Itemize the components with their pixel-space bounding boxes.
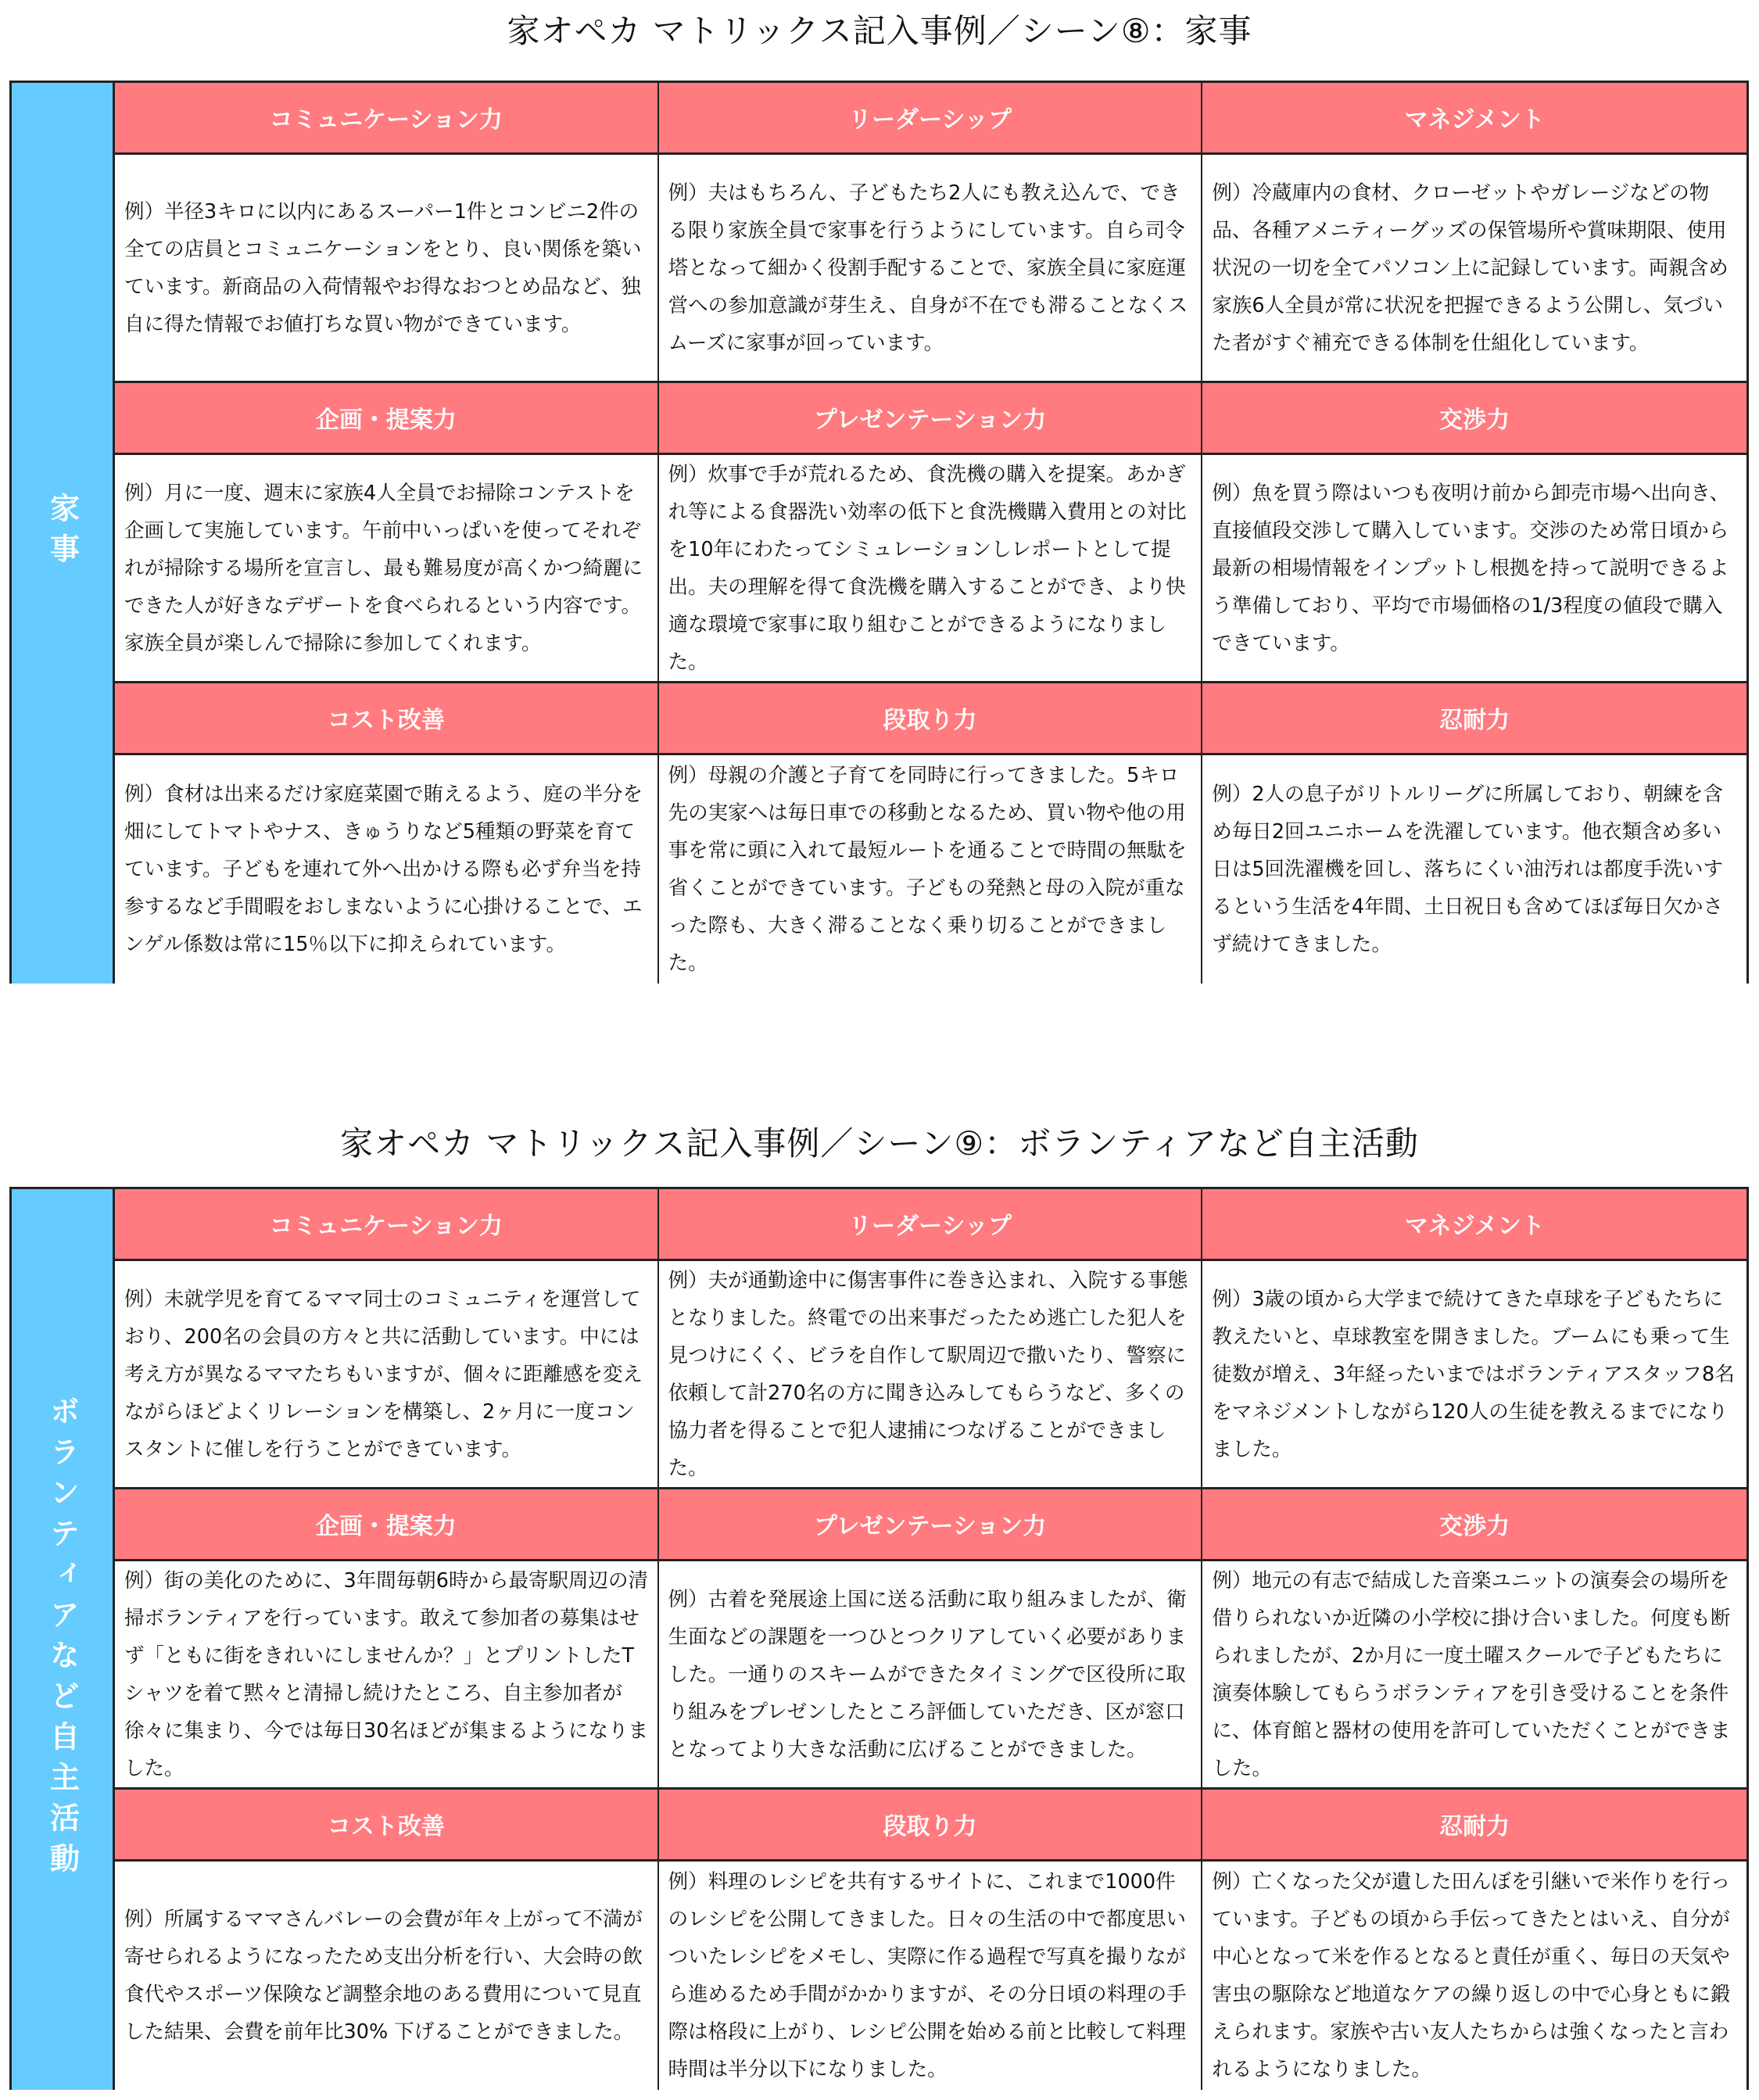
example-cell: 例）未就学児を育てるママ同士のコミュニティを運営しており、200名の会員の方々と共に活動しています。中には考え方が異なるママたちもいますが、個々に距離感を変えながらほどよくリレーションを構築し、2ヶ月に一度コンスタントに催しを行うことができています。 xyxy=(115,1261,659,1489)
example-cell: 例）食材は出来るだけ家庭菜園で賄えるよう、庭の半分を畑にしてトマトやナス、きゅうりなど5種類の野菜を育てています。子どもを連れて外へ出かける際も必ず弁当を持参するなど手間暇をおしまないように心掛けることで、エンゲル係数は常に15％以下に抑えられています。 xyxy=(115,755,659,984)
scene-label-text: ボランティアなど自主活動 xyxy=(45,1396,80,1883)
example-cell: 例）古着を発展途上国に送る活動に取り組みましたが、衛生面などの課題を一つひとつクリアしていく必要がありました。一通りのスキームができたタイミングで区役所に取り組みをプレゼンしたところ評価していただき、区が窓口となってより大きな活動に広げることができました。 xyxy=(659,1561,1203,1790)
skill-header: コミュニケーション力 xyxy=(115,83,659,155)
skill-header: 交渉力 xyxy=(1202,1489,1746,1561)
example-cell: 例）3歳の頃から大学まで続けてきた卓球を子どもたちに教えたいと、卓球教室を開きました。ブームにも乗って生徒数が増え、3年経ったいまではボランティアスタッフ8名をマネジメントしながら120人の生徒を教えるまでになりました。 xyxy=(1202,1261,1746,1489)
skill-header: コミュニケーション力 xyxy=(115,1189,659,1261)
skill-header: プレゼンテーション力 xyxy=(659,383,1203,455)
skill-header: リーダーシップ xyxy=(659,1189,1203,1261)
example-cell: 例）炊事で手が荒れるため、食洗機の購入を提案。あかぎれ等による食器洗い効率の低下と食洗機購入費用との対比を10年にわたってシミュレーションしレポートとして提出。夫の理解を得て食洗機を購入することができ、より快適な環境で家事に取り組むことができるようになりました。 xyxy=(659,455,1203,683)
skill-header: 交渉力 xyxy=(1202,383,1746,455)
skill-header: コスト改善 xyxy=(115,683,659,755)
example-cell: 例）月に一度、週末に家族4人全員でお掃除コンテストを企画して実施しています。午前中いっぱいを使ってそれぞれが掃除する場所を宣言し、最も難易度が高くかつ綺麗にできた人が好きなデザートを食べられるという内容です。家族全員が楽しんで掃除に参加してくれます。 xyxy=(115,455,659,683)
example-cell: 例）街の美化のために、3年間毎朝6時から最寄駅周辺の清掃ボランティアを行っています。敢えて参加者の募集はせず「ともに街をきれいにしませんか？」とプリントしたTシャツを着て黙々と清掃し続けたところ、自主参加者が徐々に集まり、今では毎日30名ほどが集まるようになりました。 xyxy=(115,1561,659,1790)
skill-header: プレゼンテーション力 xyxy=(659,1489,1203,1561)
example-cell: 例）夫はもちろん、子どもたち2人にも教え込んで、できる限り家族全員で家事を行うようにしています。自ら司令塔となって細かく役割手配することで、家族全員に家庭運営への参加意識が芽生え、自身が不在でも滞ることなくスムーズに家事が回っています。 xyxy=(659,155,1203,383)
example-cell: 例）亡くなった父が遺した田んぼを引継いで米作りを行っています。子どもの頃から手伝ってきたとはいえ、自分が中心となって米を作るとなると責任が重く、毎日の天気や害虫の駆除など地道なケアの繰り返しの中で心身ともに鍛えられます。家族や古い友人たちからは強くなったと言われるようになりました。 xyxy=(1202,1862,1746,2090)
skill-header: 忍耐力 xyxy=(1202,683,1746,755)
skill-header: 企画・提案力 xyxy=(115,383,659,455)
example-cell: 例）冷蔵庫内の食材、クローゼットやガレージなどの物品、各種アメニティーグッズの保管場所や賞味期限、使用状況の一切を全てパソコン上に記録しています。両親含め家族6人全員が常に状況を把握できるよう公開し、気づいた者がすぐ補充できる体制を仕組化しています。 xyxy=(1202,155,1746,383)
section-title: 家オペカ マトリックス記入事例／シーン⑨：ボランティアなど自主活動 xyxy=(340,1124,1419,1163)
skill-header: 忍耐力 xyxy=(1202,1790,1746,1862)
example-cell: 例）2人の息子がリトルリーグに所属しており、朝練を含め毎日2回ユニホームを洗濯しています。他衣類含め多い日は5回洗濯機を回し、落ちにくい油汚れは都度手洗いするという生活を4年間、土日祝日も含めてほぼ毎日欠かさず続けてきました。 xyxy=(1202,755,1746,984)
example-cell: 例）夫が通勤途中に傷害事件に巻き込まれ、入院する事態となりました。終電での出来事だったため逃亡した犯人を見つけにくく、ビラを自作して駅周辺で撒いたり、警察に依頼して計270名の方に聞き込みしてもらうなど、多くの協力者を得ることで犯人逮捕につなげることができました。 xyxy=(659,1261,1203,1489)
example-cell: 例）所属するママさんバレーの会費が年々上がって不満が寄せられるようになったため支出分析を行い、大会時の飲食代やスポーツ保険など調整余地のある費用について見直した結果、会費を前年比30% 下げることができました。 xyxy=(115,1862,659,2090)
skill-header: 段取り力 xyxy=(659,1790,1203,1862)
scene-label xyxy=(12,1189,115,2090)
skill-header: コスト改善 xyxy=(115,1790,659,1862)
section-title: 家オペカ マトリックス記入事例／シーン⑧：家事 xyxy=(507,12,1252,50)
example-cell: 例）半径3キロに以内にあるスーパー1件とコンビニ2件の全ての店員とコミュニケーションをとり、良い関係を築いています。新商品の入荷情報やお得なおつとめ品など、独自に得た情報でお値打ちな買い物ができています。 xyxy=(115,155,659,383)
skill-matrix xyxy=(9,1187,1749,2090)
scene-label-text: 家事 xyxy=(45,493,80,574)
skill-header: マネジメント xyxy=(1202,1189,1746,1261)
skill-header: 企画・提案力 xyxy=(115,1489,659,1561)
example-cell: 例）料理のレシピを共有するサイトに、これまで1000件のレシピを公開してきました。日々の生活の中で都度思いついたレシピをメモし、実際に作る過程で写真を撮りながら進めるため手間がかかりますが、その分日頃の料理の手際は格段に上がり、レシピ公開を始める前と比較して料理時間は半分以下になりました。 xyxy=(659,1862,1203,2090)
example-cell: 例）地元の有志で結成した音楽ユニットの演奏会の場所を借りられないか近隣の小学校に掛け合いました。何度も断られましたが、2か月に一度土曜スクールで子どもたちに演奏体験してもらうボランティアを引き受けることを条件に、体育館と器材の使用を許可していただくことができました。 xyxy=(1202,1561,1746,1790)
example-cell: 例）魚を買う際はいつも夜明け前から卸売市場へ出向き、直接値段交渉して購入しています。交渉のため常日頃から最新の相場情報をインプットし根拠を持って説明できるよう準備しており、平均で市場価格の1/3程度の値段で購入できています。 xyxy=(1202,455,1746,683)
skill-header: リーダーシップ xyxy=(659,83,1203,155)
skill-header: 段取り力 xyxy=(659,683,1203,755)
skill-matrix xyxy=(9,81,1749,984)
skill-header: マネジメント xyxy=(1202,83,1746,155)
scene-label xyxy=(12,83,115,984)
example-cell: 例）母親の介護と子育てを同時に行ってきました。5キロ先の実家へは毎日車での移動となるため、買い物や他の用事を常に頭に入れて最短ルートを通ることで時間の無駄を省くことができています。子どもの発熱と母の入院が重なった際も、大きく滞ることなく乗り切ることができました。 xyxy=(659,755,1203,984)
